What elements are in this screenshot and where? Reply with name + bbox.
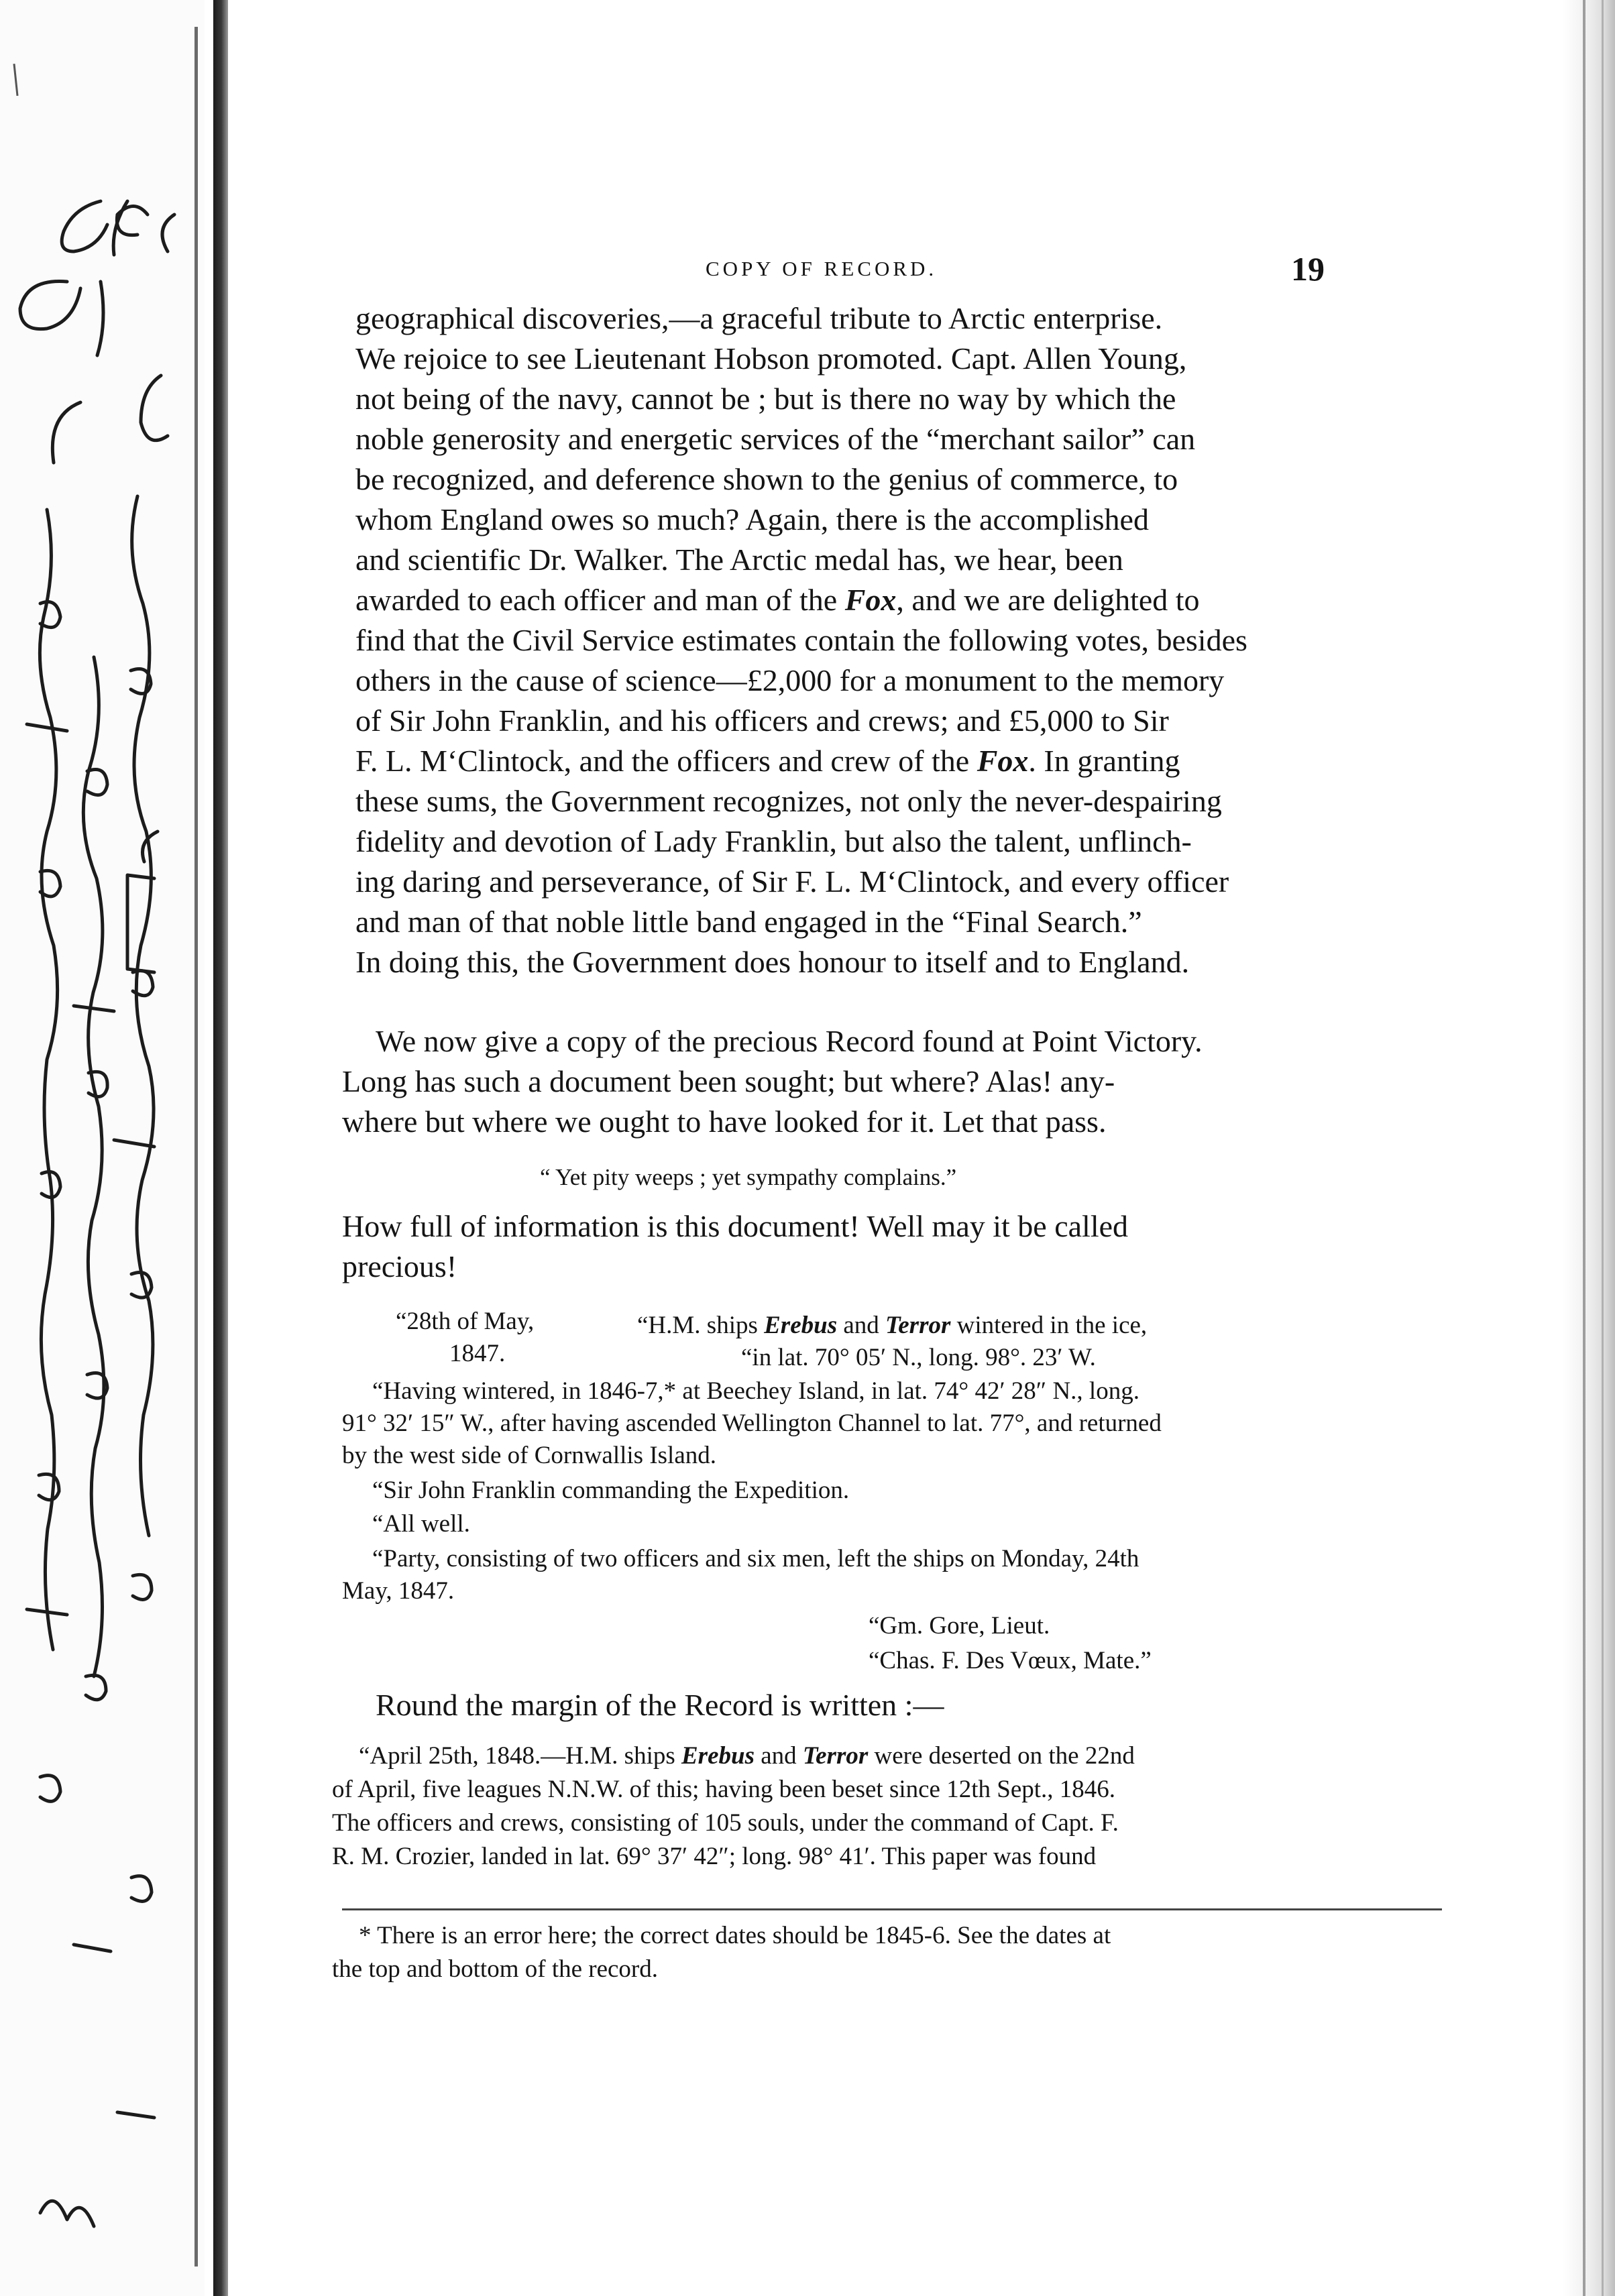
body-line: be recognized, and deference shown to the genius of commerce, to [355,462,1178,496]
body-line: of Sir John Franklin, and his officers and crews; and £5,000 to Sir [355,703,1169,738]
record-line: “Sir John Franklin commanding the Expedition. [372,1477,850,1504]
record-date: 1847. [449,1340,506,1367]
record-line: by the west side of Cornwallis Island. [342,1442,716,1469]
record-line: “Having wintered, in 1846-7,* at Beechey Island, in lat. 74° 42′ 28″ N., long. [372,1377,1139,1405]
gutter-shadow [213,0,228,2296]
record-date: “28th of May, [396,1308,535,1335]
page-number: 19 [1291,250,1325,288]
body-line: and scientific Dr. Walker. The Arctic medal has, we hear, been [355,542,1123,577]
printed-page [228,0,1563,2296]
record-line: “All well. [372,1510,470,1538]
body-line: We rejoice to see Lieutenant Hobson promoted. Capt. Allen Young, [355,341,1187,376]
body-line: others in the cause of science—£2,000 for a monument to the memory [355,663,1225,697]
handwritten-slip [0,0,205,2296]
body-line: whom England owes so much? Again, there is the accomplished [355,502,1149,536]
body-line: ing daring and perseverance, of Sir F. L. M‘Clintock, and every officer [355,864,1229,899]
record-margin-line: of April, five leagues N.N.W. of this; having been beset since 12th Sept., 1846. [332,1776,1116,1803]
body-line: How full of information is this document! Well may it be called [342,1209,1129,1243]
body-line: where but where we ought to have looked for it. Let that pass. [342,1104,1107,1139]
record-signature: “Gm. Gore, Lieut. [869,1612,1050,1640]
record-line: “in lat. 70° 05′ N., long. 98°. 23′ W. [741,1344,1096,1371]
verse-quote: “ Yet pity weeps ; yet sympathy complains.” [540,1164,957,1190]
body-line: these sums, the Government recognizes, not only the never-despairing [355,784,1222,818]
footnote-line: * There is an error here; the correct dates should be 1845-6. See the dates at [359,1922,1111,1949]
body-line: Long has such a document been sought; but where? Alas! any- [342,1064,1115,1098]
body-line: and man of that noble little band engaged in the “Final Search.” [355,905,1142,939]
record-line: 91° 32′ 15″ W., after having ascended Wellington Channel to lat. 77°, and returned [342,1410,1162,1437]
body-line: We now give a copy of the precious Record found at Point Victory. [376,1024,1203,1058]
body-line: find that the Civil Service estimates contain the following votes, besides [355,623,1247,657]
body-line: F. L. M‘Clintock, and the officers and crew of the Fox. In granting [355,744,1180,778]
record-margin-line: R. M. Crozier, landed in lat. 69° 37′ 42″; long. 98° 41′. This paper was found [332,1843,1097,1870]
record-margin-line: The officers and crews, consisting of 105 souls, under the command of Capt. F. [332,1809,1119,1837]
body-line: noble generosity and energetic services of the “merchant sailor” can [355,422,1196,456]
footnote-rule [342,1908,1442,1910]
body-line: awarded to each officer and man of the Fox, and we are delighted to [355,583,1200,617]
record-line: “Party, consisting of two officers and six men, left the ships on Monday, 24th [372,1545,1139,1572]
record-line: “H.M. ships Erebus and Terror wintered in the ice, [637,1312,1148,1339]
footnote-line: the top and bottom of the record. [332,1955,659,1983]
body-line: fidelity and devotion of Lady Franklin, but also the talent, unflinch- [355,824,1192,858]
handwriting-image [0,0,201,2296]
binding-edge [1563,0,1615,2296]
record-margin-line: “April 25th, 1848.—H.M. ships Erebus and Terror were deserted on the 22nd [359,1742,1135,1770]
body-line: In doing this, the Government does honour to itself and to England. [355,945,1190,979]
section-heading: Round the margin of the Record is written :— [376,1688,944,1722]
record-line: May, 1847. [342,1577,455,1605]
body-line: precious! [342,1249,457,1283]
body-line: not being of the navy, cannot be ; but is there no way by which the [355,382,1176,416]
running-head: COPY OF RECORD. [706,257,938,280]
body-line: geographical discoveries,—a graceful tribute to Arctic enterprise. [355,301,1163,335]
record-signature: “Chas. F. Des Vœux, Mate.” [869,1647,1152,1674]
